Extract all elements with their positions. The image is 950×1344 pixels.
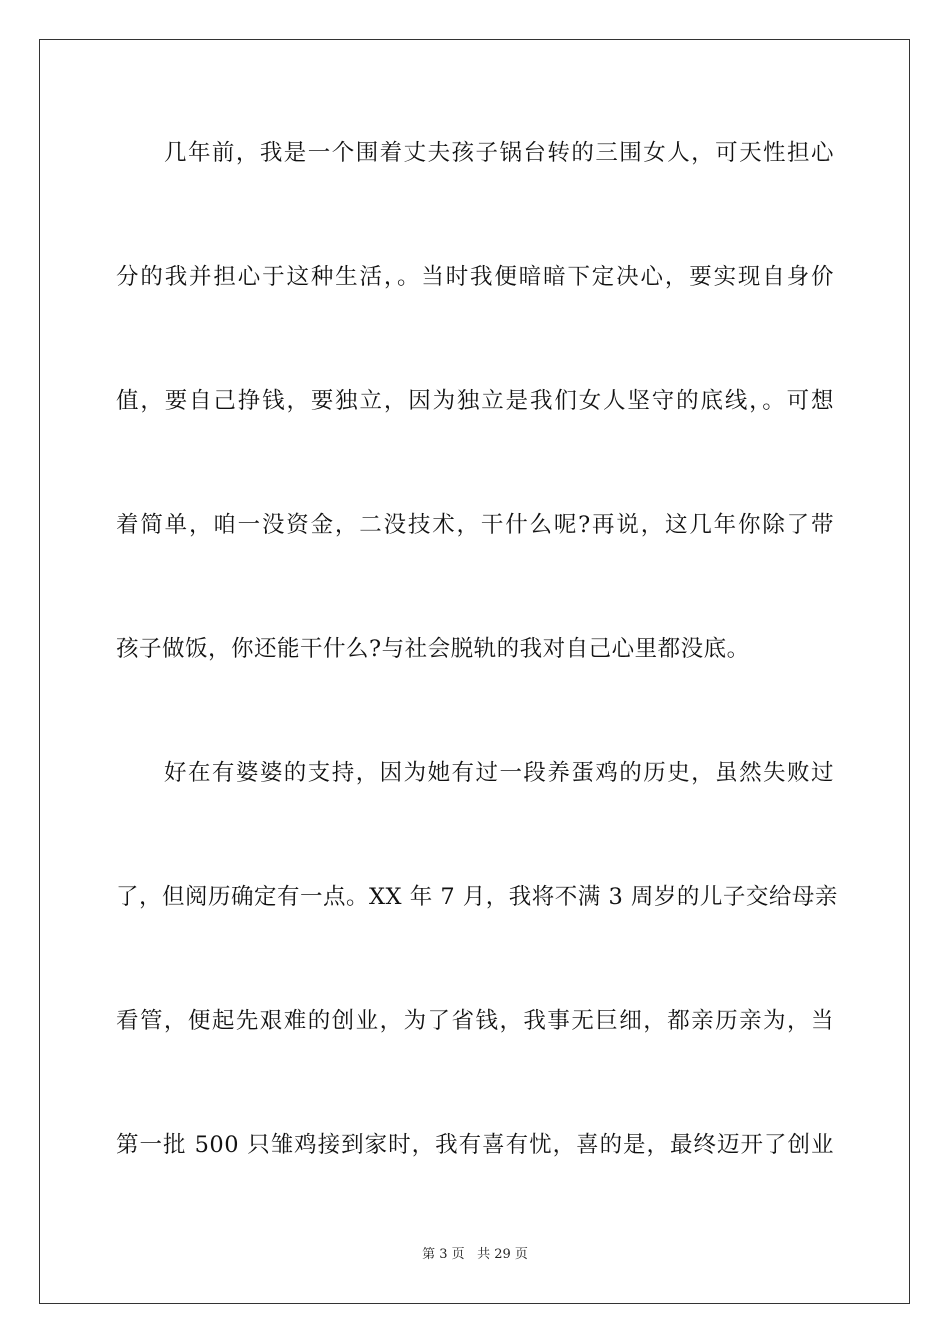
page-total: 共 29 页 bbox=[477, 1247, 528, 1262]
paragraph-1-line-2: 分的我并担心于这种生活，。当时我便暗暗下定决心，要实现自身价 bbox=[116, 264, 834, 290]
paragraph-2-line-2: 了，但阅历确定有一点。XX 年 7 月，我将不满 3 周岁的儿子交给母亲 bbox=[116, 884, 838, 910]
paragraph-1-line-4: 着简单，咱一没资金，二没技术，干什么呢?再说，这几年你除了带 bbox=[116, 512, 834, 538]
paragraph-1-line-3: 值，要自己挣钱，要独立，因为独立是我们女人坚守的底线，。可想 bbox=[116, 388, 834, 414]
page-border bbox=[39, 39, 910, 1304]
paragraph-1-line-1: 几年前，我是一个围着丈夫孩子锅台转的三围女人，可天性担心 bbox=[164, 140, 834, 166]
paragraph-1-line-5: 孩子做饭，你还能干什么?与社会脱轨的我对自己心里都没底。 bbox=[116, 636, 750, 662]
paragraph-2-line-3: 看管，便起先艰难的创业，为了省钱，我事无巨细，都亲历亲为，当 bbox=[116, 1008, 834, 1034]
paragraph-2-line-1: 好在有婆婆的支持，因为她有过一段养蛋鸡的历史，虽然失败过 bbox=[164, 760, 834, 786]
page-number: 第 3 页 bbox=[422, 1247, 465, 1262]
paragraph-2-line-4: 第一批 500 只雏鸡接到家时，我有喜有忧，喜的是，最终迈开了创业 bbox=[116, 1132, 834, 1158]
page-footer bbox=[0, 1246, 950, 1264]
